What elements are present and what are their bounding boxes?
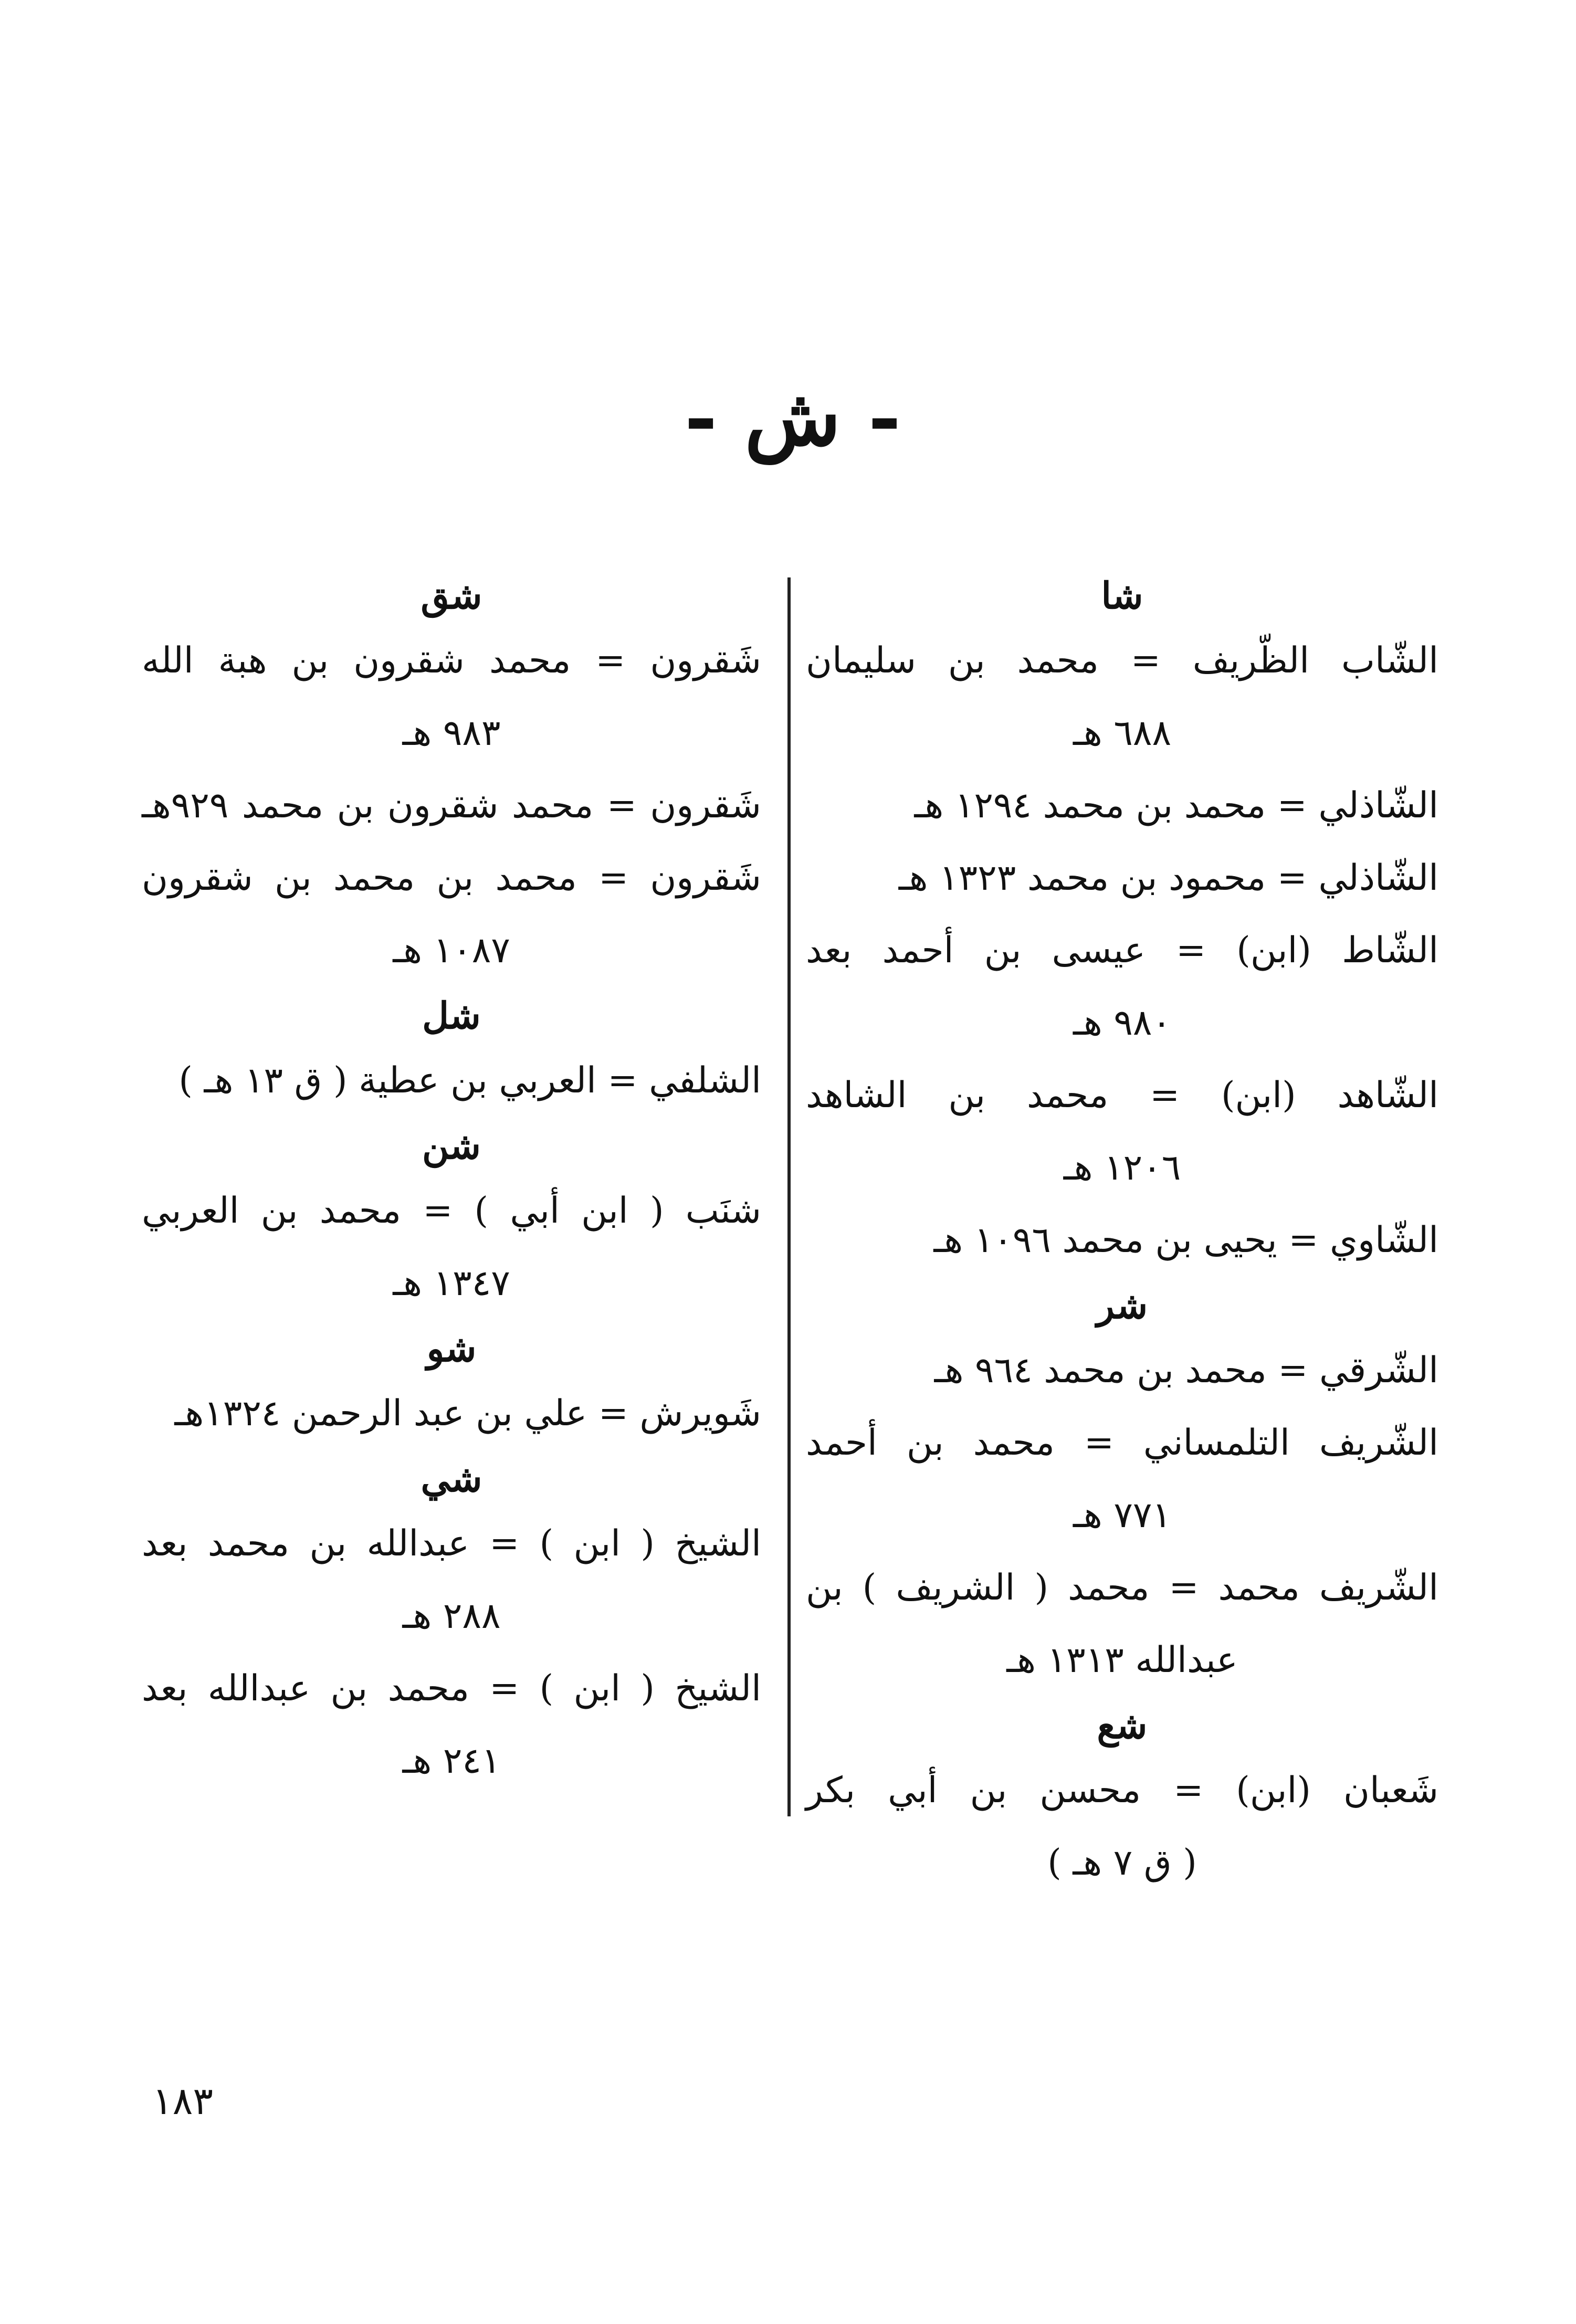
group-heading: شر bbox=[1096, 1284, 1148, 1327]
index-entry bbox=[142, 1377, 761, 1450]
index-entry bbox=[806, 842, 1438, 914]
index-entry bbox=[806, 1204, 1438, 1277]
entry-text: الشيخ ( ابن ) = محمد بن عبدالله بعد bbox=[142, 1668, 761, 1709]
index-column-left bbox=[142, 567, 761, 1797]
entry-text: الشّاب الظّريف = محمد بن سليمان bbox=[806, 640, 1438, 681]
entry-text: الشّرقي = محمد بن محمد ٩٦٤ هـ bbox=[934, 1350, 1438, 1391]
entry-text: الشّاط (ابن) = عيسى بن أحمد بعد bbox=[806, 930, 1438, 971]
group-heading: شا bbox=[1101, 574, 1143, 617]
index-entry bbox=[142, 1653, 761, 1797]
entry-text: الشّاذلي = محمود بن محمد ١٣٢٣ هـ bbox=[898, 857, 1438, 899]
entry-continuation: عبدالله ١٣١٣ هـ bbox=[1006, 1639, 1238, 1681]
index-entry bbox=[142, 1175, 761, 1320]
index-entry bbox=[142, 1508, 761, 1653]
entry-continuation: ٩٨٣ هـ bbox=[402, 712, 501, 754]
group-heading: شع bbox=[1097, 1703, 1148, 1747]
index-entry bbox=[806, 914, 1438, 1059]
entry-text: الشّاذلي = محمد بن محمد ١٢٩٤ هـ bbox=[914, 785, 1438, 826]
entry-text: شَعبان (ابن) = محسن بن أبي بكر bbox=[806, 1770, 1438, 1811]
entry-continuation: ٧٧١ هـ bbox=[1073, 1495, 1171, 1536]
index-column-right bbox=[806, 567, 1438, 1899]
group-heading: شل bbox=[422, 994, 481, 1037]
index-entry bbox=[806, 770, 1438, 842]
entry-text: شَقرون = محمد بن محمد بن شقرون bbox=[142, 857, 761, 899]
entry-text: الشّريف محمد = محمد ( الشريف ) بن bbox=[806, 1567, 1438, 1608]
column-divider bbox=[787, 577, 791, 1816]
entry-continuation: ١٢٠٦ هـ bbox=[1063, 1147, 1181, 1189]
entry-text: شنَب ( ابن أبي ) = محمد بن العربي bbox=[142, 1190, 761, 1232]
group-heading: شق bbox=[421, 574, 482, 617]
page-letter-heading: - ش - bbox=[684, 371, 901, 464]
index-entry bbox=[806, 1334, 1438, 1407]
entry-continuation: ٩٨٠ هـ bbox=[1073, 1002, 1171, 1044]
entry-text: الشّاوي = يحيى بن محمد ١٠٩٦ هـ bbox=[933, 1219, 1438, 1261]
entry-text: الشّاهد (ابن) = محمد بن الشاهد bbox=[806, 1075, 1438, 1116]
index-entry bbox=[806, 1754, 1438, 1899]
entry-text: الشيخ ( ابن ) = عبدالله بن محمد بعد bbox=[142, 1523, 761, 1564]
index-entry bbox=[142, 842, 761, 987]
group-heading: شن bbox=[422, 1124, 481, 1168]
entry-continuation: ( ق ٧ هـ ) bbox=[1047, 1842, 1197, 1884]
group-heading: شي bbox=[421, 1457, 482, 1500]
entry-text: شَقرون = محمد شقرون بن محمد ٩٢٩هـ bbox=[142, 785, 761, 826]
index-entry bbox=[806, 1552, 1438, 1697]
entry-continuation: ١٠٨٧ هـ bbox=[393, 930, 510, 971]
index-entry bbox=[142, 1045, 761, 1117]
index-entry bbox=[806, 625, 1438, 770]
index-entry bbox=[806, 1059, 1438, 1204]
index-entry bbox=[806, 1407, 1438, 1552]
entry-text: الشّريف التلمساني = محمد بن أحمد bbox=[806, 1422, 1438, 1464]
group-heading: شو bbox=[426, 1327, 477, 1370]
page-number: ١٨٣ bbox=[152, 2079, 214, 2123]
entry-text: شَقرون = محمد شقرون بن هبة الله bbox=[142, 640, 761, 681]
index-entry bbox=[142, 770, 761, 842]
entry-continuation: ٦٨٨ هـ bbox=[1073, 712, 1171, 754]
index-entry bbox=[142, 625, 761, 770]
entry-text: الشلفي = العربي بن عطية ( ق ١٣ هـ ) bbox=[178, 1060, 761, 1101]
entry-continuation: ٢٤١ هـ bbox=[402, 1740, 501, 1782]
entry-continuation: ٢٨٨ هـ bbox=[402, 1595, 501, 1637]
entry-text: شَويرش = علي بن عبد الرحمن ١٣٢٤هـ bbox=[174, 1393, 761, 1434]
entry-continuation: ١٣٤٧ هـ bbox=[393, 1263, 510, 1304]
